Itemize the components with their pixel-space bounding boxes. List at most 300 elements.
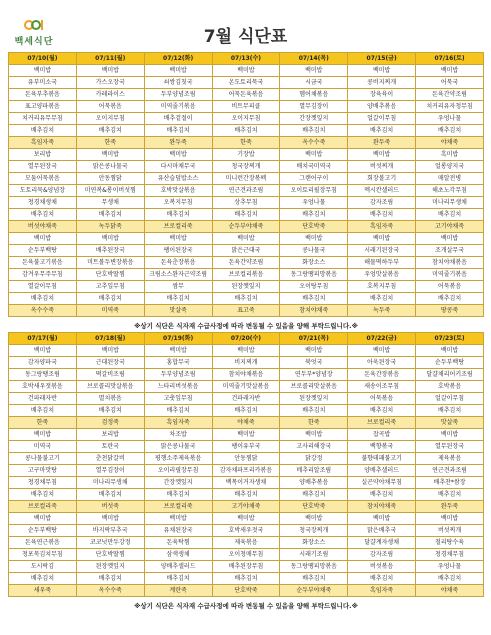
menu-item-cell: 배추김치 xyxy=(280,293,348,305)
menu-item-cell: 조개살무국 xyxy=(416,245,484,257)
menu-item-cell: 오이지무침 xyxy=(212,113,280,125)
notice-week-2: ※상기 식단은 식자재 수급사정에 따라 변동될 수 있음을 양해 부탁드립니다.※ xyxy=(134,602,358,610)
menu-item-cell: 배추김치 xyxy=(76,405,144,417)
menu-item-cell: 오이청매무침 xyxy=(212,549,280,561)
menu-item-cell: 카레라이스 xyxy=(76,89,144,101)
menu-item-cell: 배추김치 xyxy=(76,293,144,305)
menu-item-cell: 백미밥 xyxy=(212,429,280,441)
menu-item-cell: 배추김치 xyxy=(348,209,416,221)
menu-item-cell: 버섯볶음 xyxy=(348,561,416,573)
menu-item-cell: 청경채무침 xyxy=(9,477,77,489)
menu-item-cell: 해초노각무침 xyxy=(416,185,484,197)
menu-item-cell: 배추김치 xyxy=(9,405,77,417)
date-header-cell: 07/11(월) xyxy=(76,53,144,65)
porridge-cell: 흑임자죽 xyxy=(348,221,416,233)
date-header-cell: 07/23(토) xyxy=(416,333,484,345)
menu-item-cell: 장육육이 xyxy=(348,89,416,101)
porridge-cell: 야채죽 xyxy=(212,417,280,429)
menu-item-cell: 유부미소국 xyxy=(9,77,77,89)
menu-item-cell: 철리탕수육 xyxy=(416,537,484,549)
menu-row xyxy=(9,269,484,281)
menu-item-cell: 어묵볶음 xyxy=(76,101,144,113)
menu-item-cell: 고구마맛탕 xyxy=(9,465,77,477)
porridge-row xyxy=(9,417,484,429)
menu-item-cell: 배추김치 xyxy=(280,209,348,221)
menu-item-cell: 미연복&롱이버섯찜 xyxy=(76,185,144,197)
menu-item-cell: 화장소스 xyxy=(280,257,348,269)
porridge-cell: 한죽 xyxy=(212,137,280,149)
menu-item-cell: 팽이된장국 xyxy=(144,245,212,257)
menu-item-cell: 비트무피클 xyxy=(212,101,280,113)
menu-row xyxy=(9,245,484,257)
menu-item-cell: 흑미밥 xyxy=(416,149,484,161)
date-header-cell: 07/12(화) xyxy=(144,53,212,65)
porridge-cell: 표고죽 xyxy=(212,305,280,317)
menu-item-cell: 감자채파프리카볶음 xyxy=(212,465,280,477)
menu-item-cell: 오이토리필장무침 xyxy=(280,185,348,197)
menu-item-cell: 백미밥 xyxy=(280,65,348,77)
porridge-cell: 한죽 xyxy=(280,417,348,429)
menu-item-cell: 우엉나물 xyxy=(280,197,348,209)
menu-row xyxy=(9,513,484,525)
menu-item-cell: 건파래자반 xyxy=(9,393,77,405)
menu-item-cell: 시금국 xyxy=(280,77,348,89)
porridge-cell: 야채죽 xyxy=(416,585,484,597)
menu-item-cell: 배추김치 xyxy=(416,405,484,417)
menu-item-cell: 바지락부추국 xyxy=(76,525,144,537)
menu-item-cell: 백미밥 xyxy=(280,345,348,357)
menu-item-cell: 배추김치 xyxy=(348,293,416,305)
menu-item-cell: 상추무침 xyxy=(212,197,280,209)
menu-item-cell: 건파래자반 xyxy=(212,393,280,405)
menu-row xyxy=(9,381,484,393)
menu-item-cell: 동그랑땡피망볶음 xyxy=(280,269,348,281)
menu-item-cell: 간장껫잎지 xyxy=(144,477,212,489)
menu-item-cell: 온도토리묵국 xyxy=(212,77,280,89)
porridge-cell: 브로컬리죽 xyxy=(144,221,212,233)
porridge-cell: 미역죽 xyxy=(76,305,144,317)
menu-item-cell: 돈육간약조림 xyxy=(416,89,484,101)
menu-row xyxy=(9,209,484,221)
menu-item-cell: 배추김치 xyxy=(9,209,77,221)
menu-item-cell: 배추김치 xyxy=(416,293,484,305)
date-header-cell: 07/14(목) xyxy=(280,53,348,65)
menu-item-cell: 백미밥 xyxy=(144,233,212,245)
porridge-cell: 브로컬리죽 xyxy=(144,501,212,513)
menu-item-cell: 배추김치 xyxy=(212,489,280,501)
menu-item-cell: 미역줄기볶음 xyxy=(144,101,212,113)
menu-item-cell: 순두부백탕 xyxy=(9,525,77,537)
menu-item-cell: 백미밥 xyxy=(212,65,280,77)
menu-item-cell: 연근견과조림 xyxy=(416,465,484,477)
menu-item-cell: 배추김치 xyxy=(9,125,77,137)
porridge-cell: 야채죽 xyxy=(416,137,484,149)
menu-item-cell: 백미밥 xyxy=(144,65,212,77)
menu-item-cell: 단호박딸찜 xyxy=(76,269,144,281)
menu-item-cell: 배추김치 xyxy=(280,489,348,501)
porridge-row xyxy=(9,137,484,149)
porridge-cell: 참치야채죽 xyxy=(348,501,416,513)
porridge-cell: 버섯야채죽 xyxy=(9,221,77,233)
date-header-cell: 07/21(목) xyxy=(280,333,348,345)
menu-item-cell: 청국장찌개 xyxy=(212,161,280,173)
porridge-cell: 순두부야채죽 xyxy=(212,221,280,233)
menu-item-cell: 호박볶음 xyxy=(416,381,484,393)
menu-item-cell: 양배추볶음 xyxy=(280,477,348,489)
menu-item-cell: 제육볶음 xyxy=(416,453,484,465)
porridge-cell: 단호박죽 xyxy=(212,585,280,597)
menu-item-cell: 배추김치 xyxy=(76,573,144,585)
menu-item-cell: 맑은콩나물국 xyxy=(76,161,144,173)
menu-item-cell: 양배추샐러드 xyxy=(348,465,416,477)
menu-item-cell: 브로컬리볶음 xyxy=(212,269,280,281)
porridge-cell: 녹두닭죽 xyxy=(76,221,144,233)
menu-item-cell: 백미밥 xyxy=(9,513,77,525)
logo-text: 백세식단 xyxy=(14,37,54,47)
menu-item-cell: 햄어채볶음 xyxy=(280,89,348,101)
menu-item-cell: 고춧잎무침 xyxy=(144,393,212,405)
menu-item-cell: 배추김치 xyxy=(212,125,280,137)
date-header-cell: 07/16(토) xyxy=(416,53,484,65)
menu-item-cell: 배추김치 xyxy=(416,573,484,585)
menu-item-cell: 해물떡하두부 xyxy=(348,257,416,269)
menu-item-cell: 미역국 xyxy=(9,441,77,453)
menu-item-cell: 배추김치 xyxy=(280,405,348,417)
menu-row xyxy=(9,453,484,465)
menu-item-cell: 불향데패불고기 xyxy=(348,453,416,465)
menu-row xyxy=(9,489,484,501)
menu-item-cell: 청경채생채 xyxy=(9,197,77,209)
menu-item-cell: 배추김치 xyxy=(212,573,280,585)
menu-item-cell: 백미밥 xyxy=(9,429,77,441)
menu-item-cell: 감겨우무주무침 xyxy=(9,269,77,281)
menu-item-cell: 어묵돈육볶음 xyxy=(212,89,280,101)
menu-item-cell: 열무된장국 xyxy=(9,161,77,173)
menu-item-cell: 백미밥 xyxy=(9,233,77,245)
porridge-cell: 순두부야채죽 xyxy=(280,585,348,597)
menu-item-cell: 배추김치 xyxy=(144,293,212,305)
menu-item-cell: 돈육탁찜 xyxy=(144,537,212,549)
date-header-cell: 07/18(월) xyxy=(76,333,144,345)
menu-item-cell: 멸치볶음 xyxy=(76,393,144,405)
menu-item-cell: 배추김치 xyxy=(144,209,212,221)
porridge-row xyxy=(9,585,484,597)
menu-item-cell: 순두부백탕 xyxy=(9,245,77,257)
menu-row xyxy=(9,197,484,209)
page-title: 7월 식단표 xyxy=(203,27,288,47)
menu-item-cell: 토란국 xyxy=(76,441,144,453)
date-header-cell: 07/10(월) xyxy=(9,53,77,65)
menu-item-cell: 참치야채볶음 xyxy=(416,257,484,269)
menu-item-cell: 치커리유무무침 xyxy=(9,113,77,125)
porridge-cell: 새우죽 xyxy=(9,585,77,597)
porridge-cell: 흑임자죽 xyxy=(9,137,77,149)
menu-row xyxy=(9,77,484,89)
menu-item-cell: 콩나물불고기 xyxy=(9,453,77,465)
menu-item-cell: 달걀계자생채 xyxy=(348,537,416,549)
porridge-cell: 브로컬리죽 xyxy=(348,417,416,429)
menu-item-cell: 두부양념조림 xyxy=(144,89,212,101)
porridge-cell: 계란죽 xyxy=(144,585,212,597)
menu-item-cell: 우엉나물 xyxy=(416,113,484,125)
date-header-cell: 07/15(금) xyxy=(348,53,416,65)
porridge-cell: 브로컬리죽 xyxy=(9,501,77,513)
menu-item-cell: 비지찌개 xyxy=(212,357,280,369)
porridge-row xyxy=(9,221,484,233)
menu-item-cell: 열무김장이 xyxy=(280,101,348,113)
menu-item-cell: 배추김치 xyxy=(416,125,484,137)
menu-item-cell: 오이지무침 xyxy=(76,113,144,125)
menu-item-cell: 돈육간약조림 xyxy=(212,257,280,269)
menu-row xyxy=(9,281,484,293)
menu-item-cell: 감자양파국 xyxy=(9,357,77,369)
menu-item-cell: 백미밥 xyxy=(212,345,280,357)
menu-item-cell: 동그랑땡피망볶음 xyxy=(280,561,348,573)
menu-item-cell: 어묵볶음 xyxy=(348,393,416,405)
menu-item-cell: 호복지무침 xyxy=(348,281,416,293)
menu-item-cell: 연두부*양념장 xyxy=(280,369,348,381)
menu-item-cell: 백목이거자생채 xyxy=(212,477,280,489)
menu-row xyxy=(9,405,484,417)
menu-item-cell: 백미밥 xyxy=(348,513,416,525)
menu-item-cell: 배추김치 xyxy=(76,209,144,221)
menu-item-cell: 맑은콩나물국 xyxy=(144,441,212,453)
date-header-cell: 07/20(수) xyxy=(212,333,280,345)
menu-item-cell: 얼갈이무침 xyxy=(416,393,484,405)
menu-row xyxy=(9,113,484,125)
menu-item-cell: 화장소스 xyxy=(280,537,348,549)
menu-item-cell: 차조밥 xyxy=(144,429,212,441)
menu-item-cell: 백미밥 xyxy=(348,65,416,77)
menu-row xyxy=(9,429,484,441)
menu-item-cell: 백미밥 xyxy=(416,429,484,441)
menu-item-cell: 크림소스완자근약조림 xyxy=(144,269,212,281)
menu-item-cell: 콩비지찌개 xyxy=(348,77,416,89)
menu-item-cell: 백미밥 xyxy=(144,149,212,161)
menu-item-cell: 무생채 xyxy=(76,197,144,209)
menu-item-cell: 연근견과조림 xyxy=(212,185,280,197)
menu-item-cell: 돈육연근볶음 xyxy=(9,537,77,549)
menu-item-cell: 백미밥 xyxy=(212,233,280,245)
menu-item-cell: 배추김치 xyxy=(9,489,77,501)
menu-item-cell: 백미밥 xyxy=(348,233,416,245)
menu-item-cell: 시래기된장국 xyxy=(348,245,416,257)
menu-item-cell: 배추김치 xyxy=(212,405,280,417)
menu-table-week-2 xyxy=(8,332,484,597)
date-header-cell: 07/13(수) xyxy=(212,53,280,65)
menu-item-cell: 멕시칸샐러드 xyxy=(348,185,416,197)
menu-item-cell: 백미밥 xyxy=(348,149,416,161)
menu-item-cell: 된장껫잎지 xyxy=(280,393,348,405)
menu-item-cell: 버섯찌개 xyxy=(348,161,416,173)
menu-item-cell: 기장밥 xyxy=(212,149,280,161)
menu-item-cell: 배추된장무침 xyxy=(212,561,280,573)
menu-item-cell: 배추김치 xyxy=(144,405,212,417)
menu-item-cell: 열무김장이 xyxy=(76,465,144,477)
menu-item-cell: 백미밥 xyxy=(76,233,144,245)
date-header-row xyxy=(9,333,484,345)
menu-item-cell: 배추김치 xyxy=(416,209,484,221)
porridge-row xyxy=(9,501,484,513)
date-header-cell: 07/19(화) xyxy=(144,333,212,345)
menu-item-cell: 감자조림 xyxy=(348,197,416,209)
menu-row xyxy=(9,393,484,405)
porridge-cell: 한죽 xyxy=(76,137,144,149)
menu-item-cell: 얼롱양지국 xyxy=(416,161,484,173)
date-header-cell: 07/22(금) xyxy=(348,333,416,345)
porridge-cell: 단호박죽 xyxy=(280,501,348,513)
menu-item-cell: 잡곡밥 xyxy=(348,429,416,441)
menu-item-cell: 도시락김 xyxy=(9,561,77,573)
menu-row xyxy=(9,65,484,77)
menu-item-cell: 배추김치 xyxy=(9,293,77,305)
menu-item-cell: 근대된장국 xyxy=(76,357,144,369)
menu-item-cell: 우엉나물 xyxy=(416,561,484,573)
porridge-cell: 맛살죽 xyxy=(416,417,484,429)
menu-item-cell: 표고양파볶음 xyxy=(9,101,77,113)
menu-item-cell: 우엉맛살볶음 xyxy=(348,269,416,281)
porridge-cell: 단호박죽 xyxy=(280,221,348,233)
menu-row xyxy=(9,173,484,185)
menu-item-cell: 백미밥 xyxy=(280,513,348,525)
menu-item-cell: 양배추샐러드 xyxy=(144,561,212,573)
menu-item-cell: 두부양념조림 xyxy=(144,369,212,381)
menu-item-cell: 배추김치 xyxy=(144,125,212,137)
notice-week-1: ※상기 식단은 식자재 수급사정에 따라 변동될 수 있음을 양해 부탁드립니다.※ xyxy=(134,322,358,330)
menu-item-cell: 어묵볶음 xyxy=(416,281,484,293)
menu-item-cell: 유채된장국 xyxy=(144,525,212,537)
menu-item-cell: 된장껫잎지 xyxy=(76,561,144,573)
menu-row xyxy=(9,257,484,269)
date-header-row xyxy=(9,53,484,65)
menu-item-cell: 백미밥 xyxy=(416,345,484,357)
porridge-cell: 옥수수죽 xyxy=(280,137,348,149)
menu-item-cell: 춘천닭갈비 xyxy=(76,453,144,465)
porridge-cell: 참치야채죽 xyxy=(280,305,348,317)
menu-item-cell: 오이리필장무침 xyxy=(144,465,212,477)
porridge-cell: 고기야채죽 xyxy=(416,221,484,233)
menu-item-cell: 열갈이무침 xyxy=(9,281,77,293)
menu-item-cell: 배추김치 xyxy=(76,125,144,137)
menu-item-cell: 열무된장국 xyxy=(416,441,484,453)
menu-item-cell: 청포묵김치무침 xyxy=(9,549,77,561)
menu-item-cell: 코코넛만두강정 xyxy=(76,537,144,549)
porridge-cell: 흑임자죽 xyxy=(348,585,416,597)
menu-item-cell: 동그랑땡조림 xyxy=(9,369,77,381)
menu-item-cell: 배추김치 xyxy=(348,573,416,585)
menu-item-cell: 백미밥 xyxy=(416,65,484,77)
menu-item-cell: 평행소주제육볶음 xyxy=(144,453,212,465)
porridge-cell: 맛살죽 xyxy=(144,305,212,317)
menu-item-cell: 떡갈비조림 xyxy=(76,369,144,381)
menu-item-cell: 호박맛살볶음 xyxy=(144,185,212,197)
porridge-cell: 버섯죽 xyxy=(76,501,144,513)
menu-item-cell: 간장껫잎지 xyxy=(280,113,348,125)
menu-item-cell: 팽이유부국 xyxy=(212,441,280,453)
menu-row xyxy=(9,369,484,381)
menu-item-cell: 백미밥 xyxy=(76,345,144,357)
menu-item-cell: 미역줄기볶음 xyxy=(416,269,484,281)
menu-item-cell: 느타리버섯볶음 xyxy=(144,381,212,393)
menu-item-cell: 보리밥 xyxy=(76,429,144,441)
menu-item-cell: 배추겉절이 xyxy=(144,113,212,125)
menu-row xyxy=(9,233,484,245)
porridge-cell: 완두죽 xyxy=(348,137,416,149)
menu-item-cell: 미트볼두변장볶음 xyxy=(76,257,144,269)
menu-item-cell: 백미밥 xyxy=(212,513,280,525)
menu-row xyxy=(9,161,484,173)
porridge-cell: 완두죽 xyxy=(416,501,484,513)
menu-item-cell: 오복지무침 xyxy=(144,197,212,209)
menu-item-cell: 백미밥 xyxy=(9,345,77,357)
porridge-cell: 완두죽 xyxy=(144,137,212,149)
menu-item-cell: 돈육간장볶음 xyxy=(348,369,416,381)
menu-item-cell: 배추김치 xyxy=(144,489,212,501)
menu-item-cell: 양배추볶음 xyxy=(348,101,416,113)
menu-item-cell: 돈육불고기볶음 xyxy=(9,257,77,269)
menu-item-cell: 배추김치 xyxy=(348,125,416,137)
menu-item-cell: 백미밥 xyxy=(76,149,144,161)
menu-row xyxy=(9,477,484,489)
menu-item-cell: 배추김치 xyxy=(416,489,484,501)
menu-row xyxy=(9,149,484,161)
menu-row xyxy=(9,465,484,477)
menu-item-cell: 배추김치 xyxy=(212,293,280,305)
menu-table-week-1 xyxy=(8,52,484,317)
menu-item-cell: 청경채무침 xyxy=(416,549,484,561)
menu-item-cell: 돈육춘장볶음 xyxy=(144,257,212,269)
menu-item-cell: 달걀채리어키조림 xyxy=(416,369,484,381)
menu-item-cell: 쇠쌍김칫국 xyxy=(144,77,212,89)
menu-item-cell: 홍합무국 xyxy=(144,357,212,369)
menu-item-cell: 고사리해장국 xyxy=(280,441,348,453)
menu-item-cell: 감자조림 xyxy=(348,549,416,561)
menu-item-cell: 참치야채볶음 xyxy=(212,369,280,381)
menu-row xyxy=(9,89,484,101)
menu-row xyxy=(9,125,484,137)
menu-item-cell: 치커리유자청무침 xyxy=(416,101,484,113)
menu-row xyxy=(9,345,484,357)
menu-item-cell: 백향볶국 xyxy=(348,441,416,453)
menu-row xyxy=(9,573,484,585)
menu-item-cell: 백미밥 xyxy=(76,65,144,77)
menu-item-cell: 매알전병 xyxy=(416,173,484,185)
menu-item-cell: 배추김치 xyxy=(9,573,77,585)
menu-item-cell: 삼색생채 xyxy=(144,549,212,561)
menu-item-cell: 백미밥 xyxy=(144,345,212,357)
menu-item-cell: 고추잎무침 xyxy=(76,281,144,293)
menu-item-cell: 메추리알조림 xyxy=(280,465,348,477)
porridge-cell: 검정죽 xyxy=(76,417,144,429)
menu-item-cell: 백미밥 xyxy=(280,233,348,245)
menu-item-cell: 닭강정 xyxy=(280,453,348,465)
menu-item-cell: 된장껫잎지 xyxy=(212,281,280,293)
menu-item-cell: 미역줄기맛살볶음 xyxy=(212,381,280,393)
menu-item-cell: 배추김치 xyxy=(212,209,280,221)
menu-item-cell: 얼갈이무침 xyxy=(348,113,416,125)
menu-row xyxy=(9,185,484,197)
menu-item-cell: 시래기조림 xyxy=(280,549,348,561)
menu-item-cell: 가스오장국 xyxy=(76,77,144,89)
menu-item-cell: 안동찜닭 xyxy=(76,173,144,185)
menu-item-cell: 미나리무생채 xyxy=(76,477,144,489)
menu-item-cell: 버섯찌개 xyxy=(416,525,484,537)
menu-item-cell: 다시마채무국 xyxy=(144,161,212,173)
porridge-cell: 고기야채죽 xyxy=(212,501,280,513)
menu-item-cell: 어묵국 xyxy=(416,77,484,89)
menu-item-cell: 도토리묵&양념장 xyxy=(9,185,77,197)
porridge-cell: 땅콩죽 xyxy=(416,305,484,317)
